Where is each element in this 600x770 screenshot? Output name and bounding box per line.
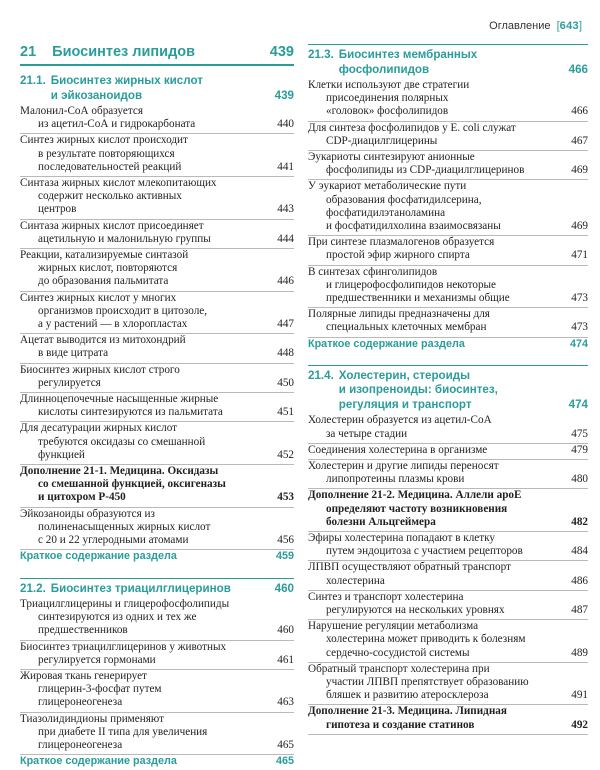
entry-text-line: Эукариоты синтезируют анионные (308, 151, 558, 164)
entry-text-line: Эфиры холестерина попадают в клетку (308, 532, 558, 545)
summary-label: Краткое содержание раздела (308, 338, 558, 351)
entry-text-line: требуются оксидазы со смешанной (20, 436, 264, 449)
entry-text-line: Холестерин и другие липиды переносят (308, 460, 558, 473)
toc-entry[interactable] (308, 79, 588, 122)
section-page: 466 (569, 63, 588, 78)
toc-entry[interactable] (20, 598, 294, 641)
entry-text-line: Синтез и транспорт холестерина (308, 591, 558, 604)
entry-text-line: фосфатидилэтаноламина (308, 207, 558, 220)
entry-text-line: Для синтеза фосфолипидов у E. coli служат (308, 122, 558, 135)
entry-text-line: участии ЛПВП препятствует образованию (308, 676, 558, 689)
summary-label: Краткое содержание раздела (20, 755, 264, 768)
entry-text-line: бляшек и развитию атеросклероза (308, 689, 558, 702)
entry-page: 466 (571, 105, 588, 118)
entry-text-line: Нарушение регуляции метаболизма (308, 620, 558, 633)
toc-entry[interactable] (20, 508, 294, 551)
entry-text-line: с 20 и 22 углеродными атомами (20, 534, 264, 547)
running-head (489, 20, 582, 32)
entry-text-line: Обратный транспорт холестерина при (308, 663, 558, 676)
section-title (339, 369, 588, 413)
toc-entry[interactable] (20, 134, 294, 177)
entry-page: 469 (571, 164, 588, 177)
entry-text-line: специальных клеточных мембран (308, 321, 558, 334)
section-21-2 (20, 578, 294, 770)
entry-page: 446 (277, 275, 294, 288)
entry-text-line: простой эфир жирного спирта (308, 249, 558, 262)
entry-page: 486 (571, 575, 588, 588)
toc-entry[interactable] (308, 591, 588, 620)
section-number: 21.3. (308, 48, 334, 77)
entry-text-line: присоединения полярных (308, 92, 558, 105)
toc-entry[interactable] (308, 460, 588, 489)
left-column (20, 44, 294, 770)
toc-entry[interactable] (308, 122, 588, 151)
entry-text-line: холестерина может приводить к болезням (308, 633, 558, 646)
page-number: 643 (560, 20, 579, 32)
toc-entry[interactable] (308, 308, 588, 337)
entry-text-line: глицерин-3-фосфат путем (20, 683, 264, 696)
entry-page: 440 (277, 118, 294, 131)
entry-page: 489 (571, 647, 588, 660)
section-heading[interactable] (20, 578, 294, 597)
chapter-title: Биосинтез липидов (52, 44, 195, 60)
entry-text-line: «головок» фосфолипидов (308, 105, 558, 118)
toc-entry[interactable] (308, 180, 588, 236)
entry-page: 480 (571, 473, 588, 486)
entry-page: 444 (277, 233, 294, 246)
section-21-3 (308, 44, 588, 353)
section-heading[interactable] (308, 44, 588, 77)
entry-text-line: а у растений — в хлоропластах (20, 318, 264, 331)
entry-text-line: Дополнение 21-1. Медицина. Оксидазы (20, 465, 264, 478)
toc-entry[interactable] (20, 364, 294, 393)
entry-text-line: Синтаза жирных кислот млекопитающих (20, 177, 264, 190)
entry-text-line: У эукариот метаболические пути (308, 180, 558, 193)
toc-entry[interactable] (20, 177, 294, 220)
toc-entry[interactable] (308, 532, 588, 561)
section-page: 460 (275, 582, 294, 597)
entry-text-line: Синтез жирных кислот у многих (20, 292, 264, 305)
entry-text-line: при диабете II типа для увеличения (20, 726, 264, 739)
entry-text-line: до образования пальмитата (20, 275, 264, 288)
entry-text-line: При синтезе плазмалогенов образуется (308, 236, 558, 249)
entry-text-line: глицеронеогенеза (20, 739, 264, 752)
entry-text-line: последовательностей реакций (20, 161, 264, 174)
toc-entry[interactable] (20, 422, 294, 465)
entry-text-line: ЛПВП осуществляют обратный транспорт (308, 561, 558, 574)
entry-text-line: липопротеины плазмы крови (308, 473, 558, 486)
entry-text-line: Соединения холестерина в организме (308, 444, 558, 457)
summary-page: 459 (276, 550, 294, 563)
entry-text-line: кислоты синтезируются из пальмитата (20, 406, 264, 419)
section-title (51, 74, 294, 103)
section-page: 474 (569, 398, 588, 413)
entry-text-line: Биосинтез жирных кислот строго (20, 364, 264, 377)
section-21-1 (20, 74, 294, 566)
toc-entry[interactable] (20, 713, 294, 756)
entry-text-line: регулируются на нескольких уровнях (308, 604, 558, 617)
entry-text-line: и фосфатидилхолина взаимосвязаны (308, 220, 558, 233)
summary-label: Краткое содержание раздела (20, 550, 264, 563)
entry-text-line: Биосинтез триацилглицеринов у животных (20, 641, 264, 654)
toc-entry[interactable] (308, 663, 588, 706)
entry-page: 460 (277, 624, 294, 637)
section-21-4 (308, 365, 588, 735)
entry-text-line: Ацетат выводится из митохондрий (20, 334, 264, 347)
entry-page: 467 (571, 135, 588, 148)
supplement-entry[interactable] (308, 705, 588, 734)
entry-page: 492 (571, 719, 588, 732)
entry-text-line: Холестерин образуется из ацетил-СоА (308, 414, 558, 427)
entry-text-line: Длинноцепочечные насыщенные жирные (20, 393, 264, 406)
entry-text-line: Дополнение 21-3. Медицина. Липидная (308, 705, 558, 718)
entry-text-line: предшественников (20, 624, 264, 637)
entry-page: 461 (277, 654, 294, 667)
section-heading[interactable] (20, 74, 294, 103)
toc-entry[interactable] (308, 266, 588, 309)
entry-page: 482 (571, 516, 588, 529)
entry-text-line: образования фосфатидилсерина, (308, 194, 558, 207)
toc-entry[interactable] (308, 151, 588, 180)
entry-text-line: и глицерофосфолипидов некоторые (308, 279, 558, 292)
toc-entry[interactable] (308, 444, 588, 460)
section-number: 21.1. (20, 74, 46, 103)
entry-text-line: Дополнение 21-2. Медицина. Аллели apoE (308, 489, 558, 502)
toc-entry[interactable] (308, 236, 588, 265)
page-bracket-open: [ (557, 20, 560, 32)
entry-text-line: из ацетил-СоА и гидрокарбоната (20, 118, 264, 131)
section-title-line: Биосинтез жирных кислот (51, 74, 294, 89)
toc-entry[interactable] (20, 220, 294, 249)
section-heading[interactable] (308, 365, 588, 413)
entry-text-line: глицеронеогенеза (20, 696, 264, 709)
chapter-heading[interactable] (20, 44, 294, 66)
chapter-number: 21 (20, 44, 36, 60)
right-column (308, 44, 588, 735)
entry-page: 456 (277, 534, 294, 547)
section-summary-entry[interactable] (20, 755, 294, 770)
entry-text-line: CDP-диацилглицерины (308, 135, 558, 148)
entry-text-line: функцией (20, 449, 264, 462)
entry-page: 471 (571, 249, 588, 262)
toc-entry[interactable] (20, 641, 294, 670)
entry-text-line: организмов происходит в цитозоле, (20, 305, 264, 318)
entry-page: 473 (571, 292, 588, 305)
section-title-line: регуляция и транспорт (339, 398, 588, 413)
section-summary-entry[interactable] (308, 338, 588, 353)
section-title (339, 48, 588, 77)
section-summary-entry[interactable] (20, 550, 294, 565)
entry-text-line: регулируется (20, 377, 264, 390)
section-number: 21.2. (20, 582, 46, 597)
section-page: 439 (275, 89, 294, 104)
entry-text-line: фосфолипиды из CDP-диацилглицеринов (308, 164, 558, 177)
entry-text-line: центров (20, 203, 264, 216)
entry-text-line: гипотеза и создание статинов (308, 719, 558, 732)
entry-text-line: Эйкозаноиды образуются из (20, 508, 264, 521)
entry-text-line: болезни Альцгеймера (308, 516, 558, 529)
toc-entry[interactable] (20, 249, 294, 292)
entry-text-line: холестерина (308, 575, 558, 588)
entry-text-line: ацетильную и малонильную группы (20, 233, 264, 246)
entry-text-line: путем эндоцитоза с участием рецепторов (308, 545, 558, 558)
entry-text-line: Реакции, катализируемые синтазой (20, 249, 264, 262)
entry-page: 441 (277, 161, 294, 174)
entry-text-line: со смешанной функцией, оксигеназы (20, 478, 264, 491)
entry-page: 491 (571, 689, 588, 702)
entry-page: 473 (571, 321, 588, 334)
entry-text-line: регулируется гормонами (20, 654, 264, 667)
entry-page: 451 (277, 406, 294, 419)
section-title-line: и эйкозаноидов (51, 89, 294, 104)
entry-page: 443 (277, 203, 294, 216)
entry-text-line: Для десатурации жирных кислот (20, 422, 264, 435)
entry-text-line: Полярные липиды предназначены для (308, 308, 558, 321)
summary-page: 474 (570, 338, 588, 351)
entry-text-line: Синтез жирных кислот происходит (20, 134, 264, 147)
entry-text-line: Синтаза жирных кислот присоединяет (20, 220, 264, 233)
toc-entry[interactable] (308, 414, 588, 443)
entry-page: 469 (571, 220, 588, 233)
section-title-line: фосфолипидов (339, 63, 588, 78)
entry-page: 475 (571, 428, 588, 441)
entry-text-line: В синтезах сфинголипидов (308, 266, 558, 279)
entry-text-line: жирных кислот, повторяются (20, 262, 264, 275)
entry-text-line: Жировая ткань генерирует (20, 670, 264, 683)
entry-text-line: Триацилглицерины и глицерофосфолипиды (20, 598, 264, 611)
toc-entry[interactable] (20, 334, 294, 363)
entry-text-line: полиненасыщенных жирных кислот (20, 521, 264, 534)
supplement-entry[interactable] (20, 465, 294, 508)
toc-entry[interactable] (20, 292, 294, 335)
toc-entry[interactable] (20, 105, 294, 134)
entry-text-line: Тиазолидиндионы применяют (20, 713, 264, 726)
section-title-line: и изопреноиды: биосинтез, (339, 383, 588, 398)
entry-page: 448 (277, 347, 294, 360)
entry-page: 447 (277, 318, 294, 331)
supplement-entry[interactable] (308, 489, 588, 532)
entry-text-line: предшественники и механизмы общие (308, 292, 558, 305)
entry-text-line: содержит несколько активных (20, 190, 264, 203)
page-bracket-close: ] (579, 20, 582, 32)
toc-entry[interactable] (20, 393, 294, 422)
entry-text-line: Малонил-СоА образуется (20, 105, 264, 118)
entry-page: 453 (277, 491, 294, 504)
toc-entry[interactable] (308, 561, 588, 590)
entry-text-line: синтезируются из одних и тех же (20, 611, 264, 624)
entry-text-line: за четыре стадии (308, 428, 558, 441)
section-number: 21.4. (308, 369, 334, 413)
entry-text-line: определяют частоту возникновения (308, 503, 558, 516)
section-title (51, 582, 294, 597)
entry-page: 484 (571, 545, 588, 558)
summary-page: 465 (276, 755, 294, 768)
entry-page: 465 (277, 739, 294, 752)
section-title-line: Биосинтез триацилглицеринов (51, 582, 294, 597)
entry-page: 463 (277, 696, 294, 709)
entry-page: 450 (277, 377, 294, 390)
entry-text-line: в результате повторяющихся (20, 148, 264, 161)
section-title-line: Холестерин, стероиды (339, 369, 588, 384)
entry-text-line: в виде цитрата (20, 347, 264, 360)
section-title-line: Биосинтез мембранных (339, 48, 588, 63)
toc-entry[interactable] (20, 670, 294, 713)
entry-page: 479 (571, 444, 588, 457)
entry-text-line: и цитохром Р-450 (20, 491, 264, 504)
entry-text-line: сердечно-сосудистой системы (308, 647, 558, 660)
running-head-title: Оглавление (489, 20, 550, 32)
toc-entry[interactable] (308, 620, 588, 663)
entry-page: 452 (277, 449, 294, 462)
entry-page: 487 (571, 604, 588, 617)
entry-text-line: Клетки используют две стратегии (308, 79, 558, 92)
chapter-page: 439 (270, 44, 294, 60)
